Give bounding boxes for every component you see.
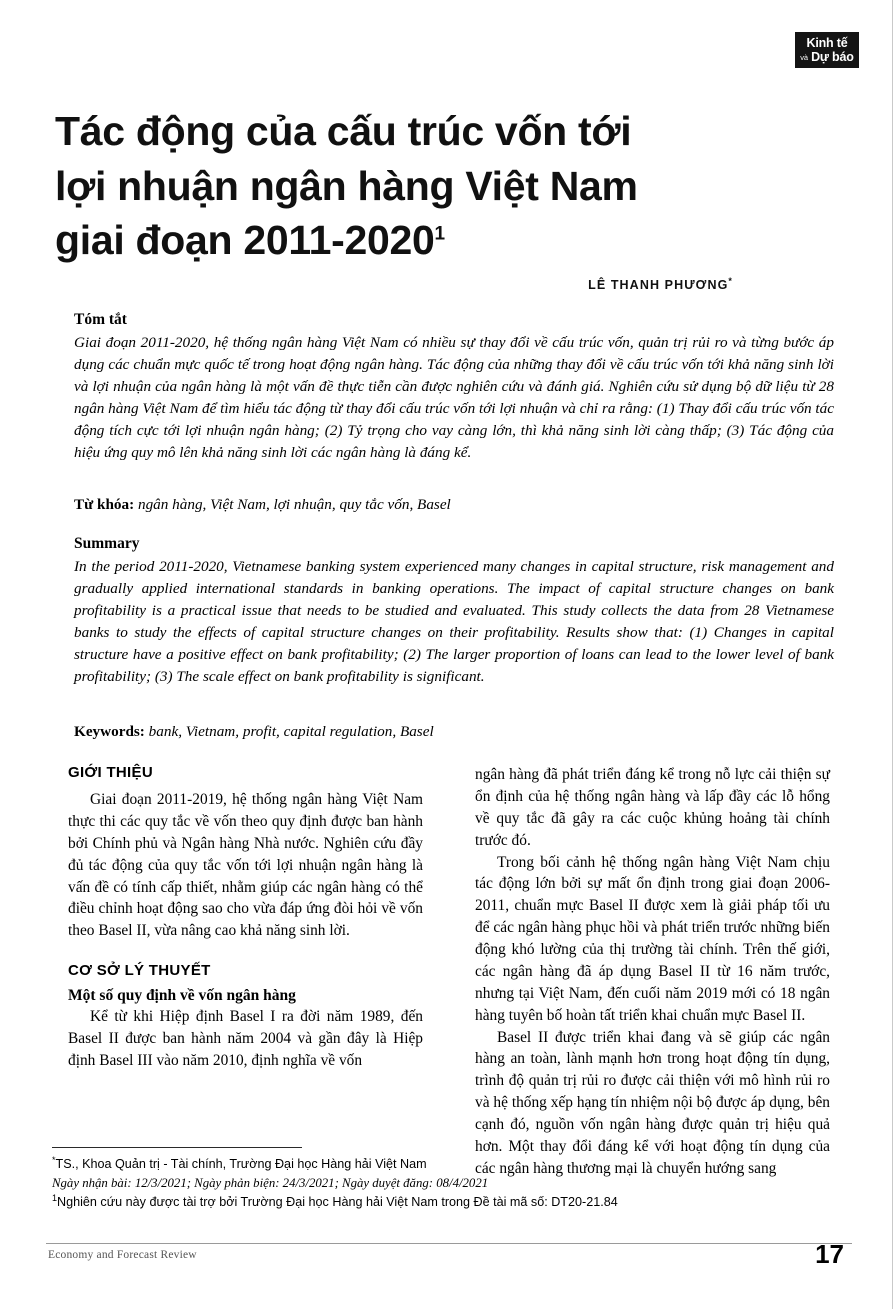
footnote-affiliation-text: TS., Khoa Quản trị - Tài chính, Trường Đại học Hàng hải Việt Nam [55, 1157, 427, 1171]
keywords-vietnamese [74, 496, 834, 514]
footnote-separator-rule [52, 1147, 302, 1148]
keywords-english [74, 723, 834, 741]
title-line-3: giai đoạn 2011-2020 [55, 217, 435, 264]
keywords-vietnamese-label: Từ khóa: [74, 496, 135, 513]
body-column-left [68, 764, 423, 1072]
paragraph: Trong bối cảnh hệ thống ngân hàng Việt Nam chịu tác động lớn bởi sự mất ổn định trong giai đoạn 2006-2011, chuẩn mực Basel II được xem là giải pháp tối ưu để các ngân hàng phục hồi và phát triển trước những biến động khó lường của thị trường tài chính. Trên thế giới, các ngân hàng đã áp dụng Basel II từ 16 năm trước, nhưng tại Việt Nam, đến cuối năm 2019 mới có 18 ngân hàng tuyên bố hoàn tất triển khai chuẩn mực Basel II. [475, 853, 830, 1024]
journal-logo-line2-main: Dự báo [811, 50, 854, 64]
footnote-funding-text: Nghiên cứu này được tài trợ bởi Trường Đại học Hàng hải Việt Nam trong Đề tài mã số: DT20-21.84 [57, 1195, 618, 1210]
keywords-english-value: bank, Vietnam, profit, capital regulation, Basel [148, 723, 434, 740]
abstract-english-body: In the period 2011-2020, Vietnamese banking system experienced many changes in capital structure, risk management and gradually applied international standards in banking operations. The impact of capital structure changes on bank profitability is a practical issue that needs to be studied and evaluated. This study collects the data from 28 Vietnamese banks to study the effects of capital structure changes on their profitability. Results show that: (1) Changes in capital structure have a positive effect on bank profitability; (2) The larger proportion of loans can lead to the lower level of bank profitability; (3) The scale effect on bank profitability is significant. [74, 558, 834, 686]
author-footnote-marker: * [728, 275, 733, 286]
journal-logo-line1: Kinh tế [806, 35, 848, 50]
subsection-heading-capital-regulations: Một số quy định về vốn ngân hàng [68, 987, 296, 1005]
section-heading-introduction: GIỚI THIỆU [68, 764, 153, 781]
author-label: LÊ THANH PHƯƠNG [588, 277, 729, 292]
abstract-vietnamese-body: Giai đoạn 2011-2020, hệ thống ngân hàng Việt Nam có nhiều sự thay đổi về cấu trúc vốn, quản trị rủi ro và từng bước áp dụng các chuẩn mực quốc tế trong hoạt động ngân hàng. Tác động của những thay đổi về cấu trúc vốn tới khả năng sinh lời và lợi nhuận của ngân hàng là một vấn đề thực tiễn cần được nghiên cứu và đánh giá. Nghiên cứu sử dụng bộ dữ liệu từ 28 ngân hàng Việt Nam để tìm hiểu tác động từ thay đổi cấu trúc vốn tới lợi nhuận và chỉ ra rằng: (1) Thay đổi cấu trúc vốn tác động tích cực tới lợi nhuận ngân hàng; (2) Tỷ trọng cho vay càng lớn, thì khả năng sinh lời càng thấp; (3) Tác động của hiệu ứng quy mô lên khả năng sinh lời các ngân hàng là đáng kể. [74, 334, 834, 462]
scan-edge-line [892, 0, 893, 1309]
journal-logo [795, 32, 859, 68]
abstract-vietnamese [74, 311, 834, 464]
abstract-english-heading: Summary [74, 535, 140, 552]
paragraph: Kể từ khi Hiệp định Basel I ra đời năm 1989, đến Basel II được ban hành năm 2004 và gần đây là Hiệp định Basel III vào năm 2010, định nghĩa về vốn [68, 1008, 423, 1069]
keywords-english-label: Keywords: [74, 723, 145, 740]
footnote-affiliation [52, 1155, 832, 1174]
paragraph: Basel II được triển khai đang và sẽ giúp các ngân hàng an toàn, lành mạnh hơn trong hoạt động tín dụng, trình độ quản trị rủi ro được cải thiện với mô hình rủi ro và hệ thống xếp hạng tín nhiệm nội bộ được áp dụng, bên cạnh đó, nguồn vốn ngân hàng được quản trị hiệu quả hơn. Một thay đổi đáng kể với hoạt động tín dụng của các ngân hàng thương mại là chuyển hướng sang [475, 1028, 830, 1177]
footnote-funding-marker: 1 [52, 1192, 58, 1203]
footer-page-number: 17 [815, 1239, 844, 1269]
footnote-affiliation-marker: * [52, 1154, 56, 1165]
title-footnote-marker: 1 [434, 223, 445, 245]
title-line-1: Tác động của cấu trúc vốn tới [55, 108, 632, 154]
footnotes [52, 1155, 832, 1212]
author-name [55, 276, 795, 292]
journal-logo-line2 [800, 51, 853, 64]
title-line-2: lợi nhuận ngân hàng Việt Nam [55, 162, 638, 209]
abstract-english [74, 535, 834, 688]
keywords-vietnamese-value: ngân hàng, Việt Nam, lợi nhuận, quy tắc vốn, Basel [137, 496, 451, 513]
footnote-dates: Ngày nhận bài: 12/3/2021; Ngày phản biện: 24/3/2021; Ngày duyệt đăng: 08/4/2021 [52, 1175, 489, 1190]
abstract-vietnamese-heading: Tóm tắt [74, 311, 127, 328]
footer-rule [46, 1243, 852, 1244]
paragraph: Giai đoạn 2011-2019, hệ thống ngân hàng Việt Nam thực thi các quy tắc về vốn theo quy định được ban hành bởi Chính phủ và Ngân hàng Nhà nước. Nghiên cứu đầy đủ tác động của quy tắc vốn tới lợi nhuận ngân hàng là vấn đề có tính cấp thiết, nhằm giúp các ngân hàng có thể điều chỉnh hoạt động sao cho vừa đáp ứng đòi hỏi về vốn theo Basel II, vừa nâng cao khả năng sinh lời. [68, 791, 423, 940]
body-column-right [475, 764, 830, 1180]
journal-logo-line2-prefix: và [800, 53, 808, 62]
page-title [55, 104, 795, 268]
footnote-funding [52, 1193, 832, 1212]
section-heading-theoretical-basis: CƠ SỞ LÝ THUYẾT [68, 962, 211, 980]
paragraph: ngân hàng đã phát triển đáng kể trong nỗ lực cải thiện sự ổn định của hệ thống ngân hàng và lấp đầy các lỗ hổng về quy tắc đã gây ra các cuộc khủng hoảng tài chính trước đó. [475, 766, 830, 849]
title-block [55, 104, 795, 292]
footer-journal-name: Economy and Forecast Review [48, 1249, 197, 1261]
